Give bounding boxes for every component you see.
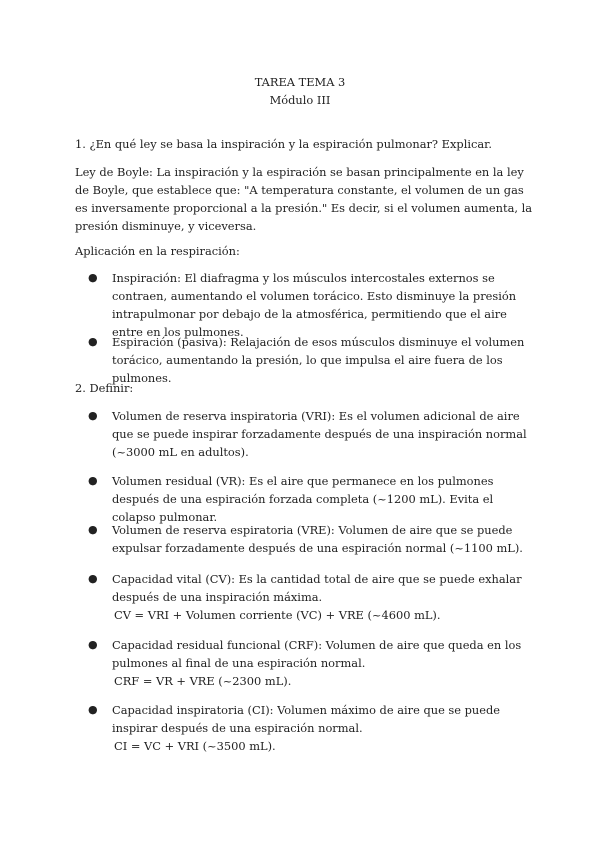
bullet-icon: ●: [88, 335, 98, 348]
document-subtitle: Módulo III: [269, 93, 331, 107]
bullet-icon: ●: [88, 523, 98, 536]
definition-ci-text: Capacidad inspiratoria (CI): Volumen máximo de aire que se puede inspirar después de una espiración normal.: [112, 703, 501, 735]
formula-crf: CRF = VR + VRE (~2300 mL).: [114, 674, 292, 688]
definition-vre: Volumen de reserva espiratoria (VRE): Volumen de aire que se puede expulsar forzadamente después de una espiración normal (~1100 mL).: [112, 523, 523, 555]
application-heading: Aplicación en la respiración:: [75, 244, 240, 258]
formula-ci: CI = VC + VRI (~3500 mL).: [114, 739, 276, 753]
list-item-text: Inspiración: El diafragma y los músculos intercostales externos se contraen, aumentando el volumen torácico. Esto disminuye la presión intrapulmonar por debajo de la atmosférica, permitiendo que el aire entre en los pulmones.: [112, 271, 517, 339]
bullet-icon: ●: [88, 271, 98, 284]
definition-vr: Volumen residual (VR): Es el aire que permanece en los pulmones después de una espiración forzada completa (~1200 mL). Evita el colapso pulmonar.: [112, 474, 494, 524]
list-item-text: Espiración (pasiva): Relajación de esos músculos disminuye el volumen torácico, aumentando la presión, lo que impulsa el aire fuera de los pulmones.: [112, 335, 525, 385]
definition-crf-text: Capacidad residual funcional (CRF): Volumen de aire que queda en los pulmones al final de una espiración normal.: [112, 638, 522, 670]
question-1-prompt: 1. ¿En qué ley se basa la inspiración y la espiración pulmonar? Explicar.: [75, 137, 492, 151]
definition-crf: [112, 636, 532, 690]
question-1-answer: Ley de Boyle: La inspiración y la espiración se basan principalmente en la ley de Boyle, que establece que: "A temperatura constante, el volumen de un gas es inversamente proporcional a la presión." Es decir, si el volumen aumenta, la presión disminuye, y viceversa.: [75, 165, 533, 233]
bullet-icon: ●: [88, 703, 98, 716]
bullet-icon: ●: [88, 572, 98, 585]
definition-cv: [112, 570, 532, 624]
definition-cv-text: Capacidad vital (CV): Es la cantidad total de aire que se puede exhalar después de una inspiración máxima.: [112, 572, 522, 604]
question-2-prompt: 2. Definir:: [75, 381, 134, 395]
definition-ci: [112, 701, 532, 755]
document-title: TAREA TEMA 3: [254, 75, 346, 89]
definition-vri: Volumen de reserva inspiratoria (VRI): Es el volumen adicional de aire que se puede inspirar forzadamente después de una inspiración normal (~3000 mL en adultos).: [112, 409, 527, 459]
formula-cv: CV = VRI + Volumen corriente (VC) + VRE (~4600 mL).: [114, 608, 441, 622]
bullet-icon: ●: [88, 474, 98, 487]
bullet-icon: ●: [88, 638, 98, 651]
bullet-icon: ●: [88, 409, 98, 422]
